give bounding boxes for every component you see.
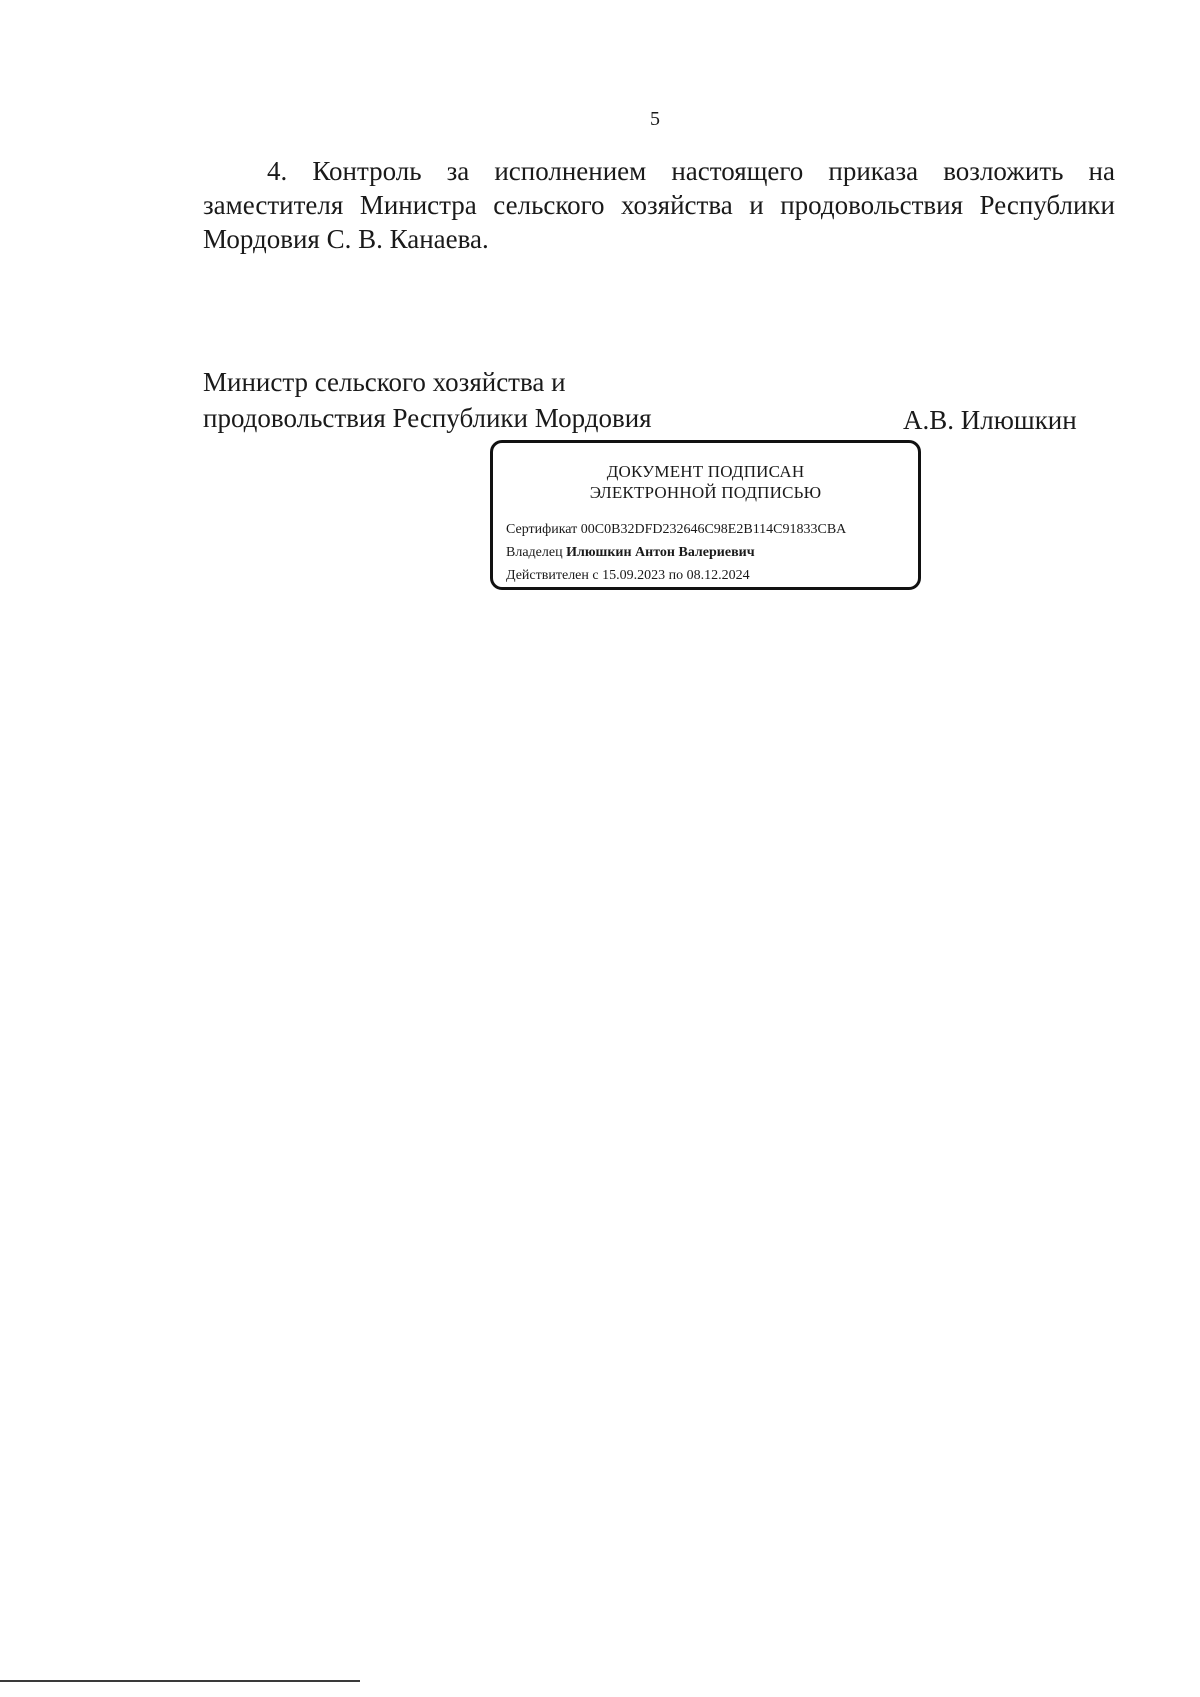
stamp-valid-from-prefix: с <box>592 568 599 583</box>
stamp-heading-line2: ЭЛЕКТРОННОЙ ПОДПИСЬЮ <box>589 483 822 502</box>
stamp-certificate-value: 00C0B32DFD232646C98E2B114C91833CBA <box>580 522 847 537</box>
stamp-valid-to-prefix: по <box>668 568 684 583</box>
stamp-validity-line <box>506 564 846 587</box>
signature-title-line1: Министр сельского хозяйства и <box>203 367 566 397</box>
signatory-name: А.В. Илюшкин <box>903 405 1077 435</box>
signature-title <box>203 364 763 436</box>
stamp-owner-value: Илюшкин Антон Валериевич <box>566 545 755 560</box>
stamp-owner-line <box>506 541 846 564</box>
signature-title-line2: продовольствия Республики Мордовия <box>203 403 652 433</box>
stamp-details <box>506 518 846 587</box>
scan-edge-rule <box>0 1680 360 1682</box>
body-paragraph: 4. Контроль за исполнением настоящего приказа возложить на заместителя Министра сельского хозяйства и продовольствия Республики Мордовия С. В. Канаева. <box>203 156 1115 254</box>
stamp-valid-from: 15.09.2023 <box>602 568 666 583</box>
stamp-heading-line1: ДОКУМЕНТ ПОДПИСАН <box>606 462 805 481</box>
stamp-valid-label: Действителен <box>506 568 589 583</box>
page-number: 5 <box>650 108 660 130</box>
stamp-heading <box>493 461 918 503</box>
stamp-certificate-label: Сертификат <box>506 522 578 537</box>
electronic-signature-stamp <box>490 440 921 590</box>
stamp-valid-to: 08.12.2024 <box>686 568 750 583</box>
stamp-certificate-line <box>506 518 846 541</box>
stamp-owner-label: Владелец <box>506 545 563 560</box>
